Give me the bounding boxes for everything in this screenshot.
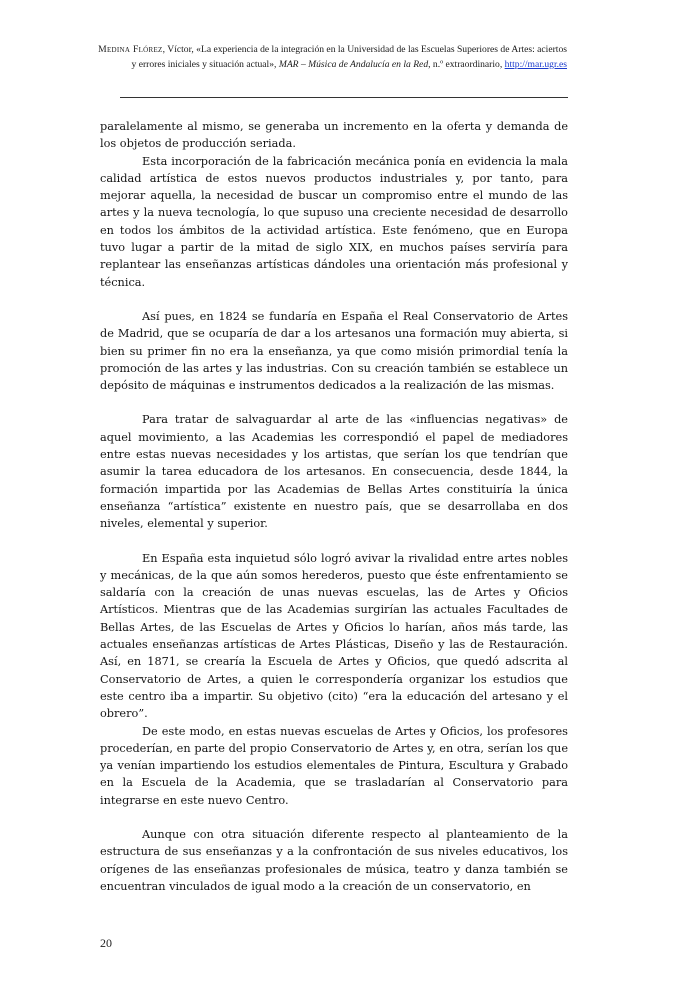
header-journal: MAR – Música de Andalucía en la Red xyxy=(278,59,429,70)
paragraph: En España esta inquietud sólo logró avivar la rivalidad entre artes nobles y mecánicas, de la que aún somos herederos, puesto que éste enfrentamiento se saldaría con la creación de unas nuevas escuelas, las de Artes y Oficios Artísticos. Mientras que de las Academias surgirían las actuales Facultades de Bellas Artes, de las Escuelas de Artes y Oficios lo harían, años más tarde, las actuales enseñanzas artísticas de Artes Plásticas, Diseño y las de Restauración. Así, en 1871, se crearía la Escuela de Artes y Oficios, que quedó adscrita al Conservatorio de Artes, a quien le correspondería organizar los estudios que este centro iba a impartir. Su objetivo (cito) “era la educación del artesano y el obrero”. xyxy=(100,551,568,721)
body-text xyxy=(100,118,568,895)
paragraph: Así pues, en 1824 se fundaría en España el Real Conservatorio de Artes de Madrid, que se ocuparía de dar a los artesanos una formación muy abierta, si bien su primer fin no era la enseñanza, ya que como misión primordial tenía la promoción de las artes y las industrias. Con su creación también se establece un depósito de máquinas e instrumentos dedicados a la realización de las mismas. xyxy=(100,309,568,393)
header-author: Medina Flórez xyxy=(98,44,163,55)
page-number: 20 xyxy=(100,936,112,950)
paragraph: De este modo, en estas nuevas escuelas de Artes y Oficios, los profesores procederían, en parte del propio Conservatorio de Artes y, en otra, serían los que ya venían impartiendo los estudios elementales de Pintura, Escultura y Grabado en la Escuela de la Academia, que se trasladarían al Conservatorio para integrarse en este nuevo Centro. xyxy=(100,724,568,807)
paragraph: Esta incorporación de la fabricación mecánica ponía en evidencia la mala calidad artística de estos nuevos productos industriales y, por tanto, para mejorar aquella, la necesidad de buscar un compromiso entre el mundo de las artes y la nueva tecnología, lo que supuso una creciente necesidad de desarrollo en todos los ámbitos de la actividad artística. Este fenómeno, que en Europa tuvo lugar a partir de la mitad de siglo XIX, en muchos países serviría para replantear las enseñanzas artísticas dándoles una orientación más profesional y técnica. xyxy=(100,154,568,289)
header-divider xyxy=(120,97,568,98)
running-header xyxy=(97,42,567,72)
paragraph: Aunque con otra situación diferente respecto al planteamiento de la estructura de sus enseñanzas y a la confrontación de sus niveles educativos, los orígenes de las enseñanzas profesionales de música, teatro y danza también se encuentran vinculados de igual modo a la creación de un conservatorio, en xyxy=(100,827,568,893)
paragraph: paralelamente al mismo, se generaba un incremento en la oferta y demanda de los objetos de producción seriada. xyxy=(100,120,568,151)
paragraph: Para tratar de salvaguardar al arte de las «influencias negativas» de aquel movimiento, a las Academias les correspondió el papel de mediadores entre estas nuevas necesidades y los artistas, que serían los que tendrían que asumir la tarea educadora de los artesanos. En consecuencia, desde 1844, la formación impartida por las Academias de Bellas Artes constituiría la única enseñanza “artística” existente en nuestro país, que se desarrollaba en dos niveles, elemental y superior. xyxy=(100,413,568,531)
header-issue: , n.º extraordinario, xyxy=(428,59,505,70)
header-url-link[interactable]: http://mar.ugr.es xyxy=(504,59,567,70)
header-citation: , Víctor, «La experiencia de la integración en la Universidad de las Escuelas Superiores de Artes: aciertos y errores iniciales y situación actual», xyxy=(131,44,567,70)
